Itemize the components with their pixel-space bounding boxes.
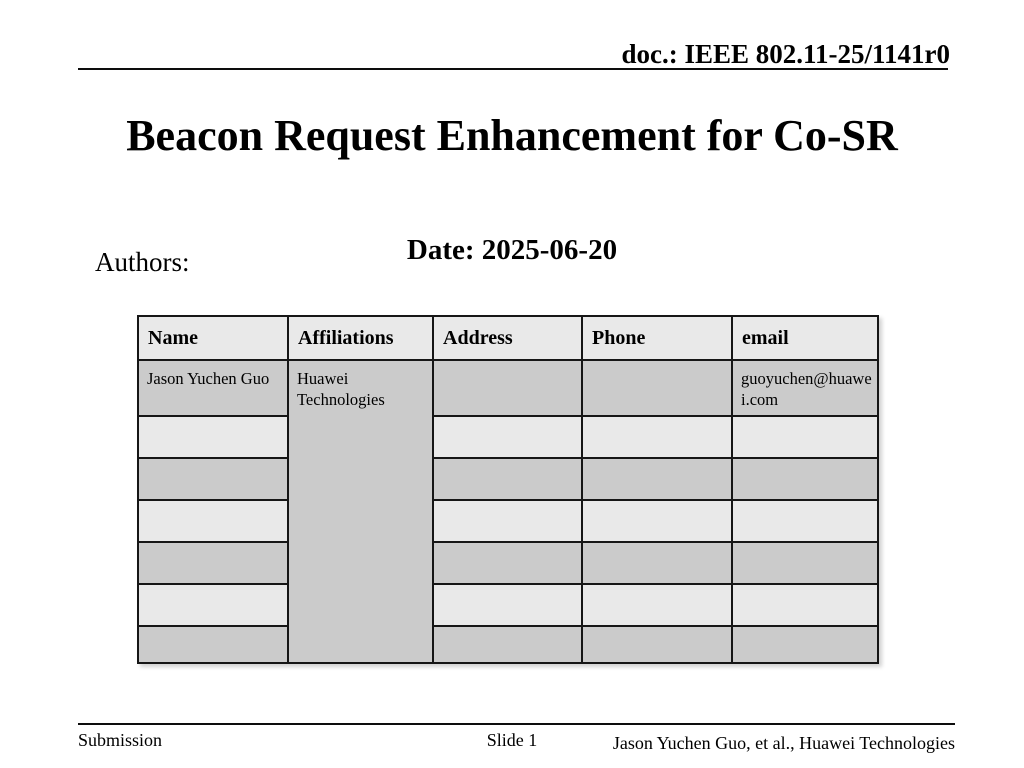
footer-authors-credit: Jason Yuchen Guo, et al., Huawei Technologies: [612, 733, 955, 753]
table-row: [138, 360, 878, 416]
column-header-phone: Phone: [582, 316, 732, 360]
footer-slide-number: Slide 1: [486, 730, 538, 750]
cell-email: [732, 500, 878, 542]
header-divider: [78, 68, 948, 70]
table-row: [138, 626, 878, 663]
slide-title: Beacon Request Enhancement for Co-SR: [126, 111, 898, 160]
table-row: [138, 542, 878, 584]
cell-phone: [582, 416, 732, 458]
cell-name: [138, 458, 288, 500]
authors-table: [137, 315, 879, 664]
cell-email: [732, 458, 878, 500]
footer-divider: [78, 723, 955, 725]
cell-affiliations: Huawei Technologies: [288, 360, 433, 663]
cell-email: [732, 584, 878, 626]
table-row: [138, 500, 878, 542]
cell-email: [732, 626, 878, 663]
cell-address: [433, 500, 582, 542]
cell-phone: [582, 626, 732, 663]
cell-name: [138, 500, 288, 542]
cell-address: [433, 542, 582, 584]
cell-phone: [582, 584, 732, 626]
doc-number: doc.: IEEE 802.11-25/1141r0: [621, 39, 950, 69]
cell-address: [433, 626, 582, 663]
cell-phone: [582, 360, 732, 416]
table-row: [138, 584, 878, 626]
cell-email: [732, 416, 878, 458]
cell-name: [138, 584, 288, 626]
column-header-affiliations: Affiliations: [288, 316, 433, 360]
authors-label: Authors:: [95, 247, 190, 277]
table-header-row: [138, 316, 878, 360]
cell-phone: [582, 458, 732, 500]
cell-name: Jason Yuchen Guo: [138, 360, 288, 416]
column-header-email: email: [732, 316, 878, 360]
cell-email: [732, 542, 878, 584]
cell-email: guoyuchen@huawei.com: [732, 360, 878, 416]
cell-name: [138, 542, 288, 584]
column-header-address: Address: [433, 316, 582, 360]
cell-phone: [582, 500, 732, 542]
cell-address: [433, 584, 582, 626]
cell-address: [433, 360, 582, 416]
cell-name: [138, 626, 288, 663]
cell-name: [138, 416, 288, 458]
footer-submission-label: Submission: [78, 730, 163, 750]
column-header-name: Name: [138, 316, 288, 360]
date-label: Date: 2025-06-20: [406, 234, 618, 266]
cell-address: [433, 458, 582, 500]
table-row: [138, 416, 878, 458]
table-row: [138, 458, 878, 500]
cell-phone: [582, 542, 732, 584]
cell-address: [433, 416, 582, 458]
